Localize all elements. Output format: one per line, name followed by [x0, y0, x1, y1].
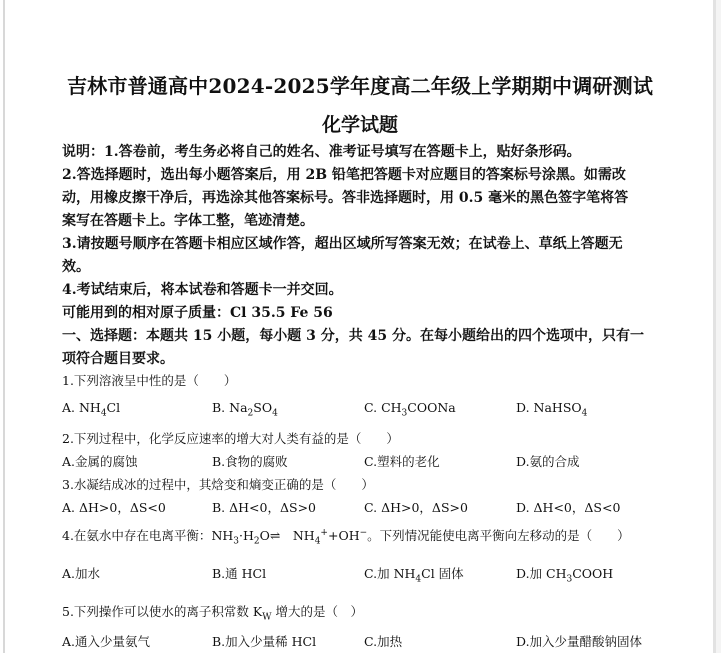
viewer-edge: [716, 0, 721, 653]
section-heading-cont: 项符合题目要求。: [62, 351, 174, 367]
question-3-option-a[interactable]: A. ΔH>0，ΔS<0: [62, 500, 166, 515]
question-1-option-b[interactable]: B. $Na_2SO_4$: [212, 400, 278, 419]
exam-title: 吉林市普通高中2024-2025学年度高二年级上学期期中调研测试: [66, 74, 654, 98]
question-2-option-d[interactable]: D.氨的合成: [516, 454, 580, 469]
page-left-border: [3, 0, 5, 653]
question-3-stem: 3.水凝结成冰的过程中，其焓变和熵变正确的是（ ）: [62, 477, 374, 492]
question-2-option-c[interactable]: C.塑料的老化: [364, 454, 440, 469]
instruction-line: 2.答选择题时，选出每小题答案后，用 2B 铅笔把答题卡对应题目的答案标号涂黑。如需改: [62, 167, 626, 183]
section-heading: 一、选择题：本题共 15 小题，每小题 3 分，共 45 分。在每小题给出的四个选项中，只有一: [62, 328, 644, 344]
question-4-stem-suffix: 。下列情况能使电离平衡向左移动的是（ ）: [367, 528, 630, 543]
question-1-stem: 1.下列溶液呈中性的是（ ）: [62, 373, 237, 388]
instruction-line: 动，用橡皮擦干净后，再选涂其他答案标号。答非选择题时，用 0.5 毫米的黑色签字笔将答: [62, 190, 629, 206]
question-2-option-b[interactable]: B.食物的腐败: [212, 454, 288, 469]
question-3-option-d[interactable]: D. ΔH<0，ΔS<0: [516, 500, 621, 515]
instruction-line: 3.请按题号顺序在答题卡相应区域作答，超出区域所写答案无效；在试卷上、草纸上答题无: [62, 236, 623, 252]
instruction-line: 效。: [62, 259, 90, 275]
question-4-stem-prefix: 4.在氨水中存在电离平衡：: [62, 528, 212, 543]
question-2-option-a[interactable]: A.金属的腐蚀: [62, 454, 138, 469]
question-5-option-c[interactable]: C.加热: [364, 634, 403, 649]
instruction-line: 4.考试结束后，将本试卷和答题卡一并交回。: [62, 282, 343, 298]
question-4-option-a[interactable]: A.加水: [62, 566, 101, 581]
instruction-line: 说明：1.答卷前，考生务必将自己的姓名、准考证号填写在答题卡上，贴好条形码。: [62, 144, 581, 160]
exam-subtitle: 化学试题: [321, 114, 398, 136]
water-ion-product-symbol: $K_W$: [248, 604, 272, 623]
question-1-option-a[interactable]: A. $NH_4Cl$: [62, 400, 121, 419]
question-4-option-c[interactable]: C.加 $NH_4Cl$ 固体: [364, 566, 464, 585]
question-5-option-d[interactable]: D.加入少量醋酸钠固体: [516, 634, 643, 649]
question-2-stem: 2.下列过程中，化学反应速率的增大对人类有益的是（ ）: [62, 431, 399, 446]
question-5-stem-prefix: 5.下列操作可以使水的离子积常数: [62, 604, 249, 619]
atomic-mass-note: 可能用到的相对原子质量：Cl 35.5 Fe 56: [62, 305, 333, 321]
ammonia-equilibrium-equation: $NH_3\cdot H_2O\rightleftharpoons$ $NH_4^++OH^-$: [211, 527, 368, 547]
question-1-option-d[interactable]: D. NaHSO$_4$: [516, 400, 588, 419]
question-4-stem: [62, 526, 630, 547]
question-3-option-b[interactable]: B. ΔH<0，ΔS>0: [212, 500, 317, 515]
question-5-stem: [62, 602, 363, 623]
question-5-option-a[interactable]: A.通入少量氨气: [62, 634, 151, 649]
question-5-option-b[interactable]: B.加入少量稀 HCl: [212, 634, 317, 649]
question-4-option-b[interactable]: B.通 HCl: [212, 566, 267, 581]
question-4-option-d[interactable]: D.加 $CH_3COOH$: [516, 566, 614, 585]
question-5-stem-suffix: 增大的是（ ）: [275, 604, 364, 619]
question-3-option-c[interactable]: C. ΔH>0，ΔS>0: [364, 500, 468, 515]
question-1-option-c[interactable]: C. $CH_3COONa$: [364, 400, 456, 419]
instruction-line: 案写在答题卡上。字体工整，笔迹清楚。: [62, 213, 314, 229]
